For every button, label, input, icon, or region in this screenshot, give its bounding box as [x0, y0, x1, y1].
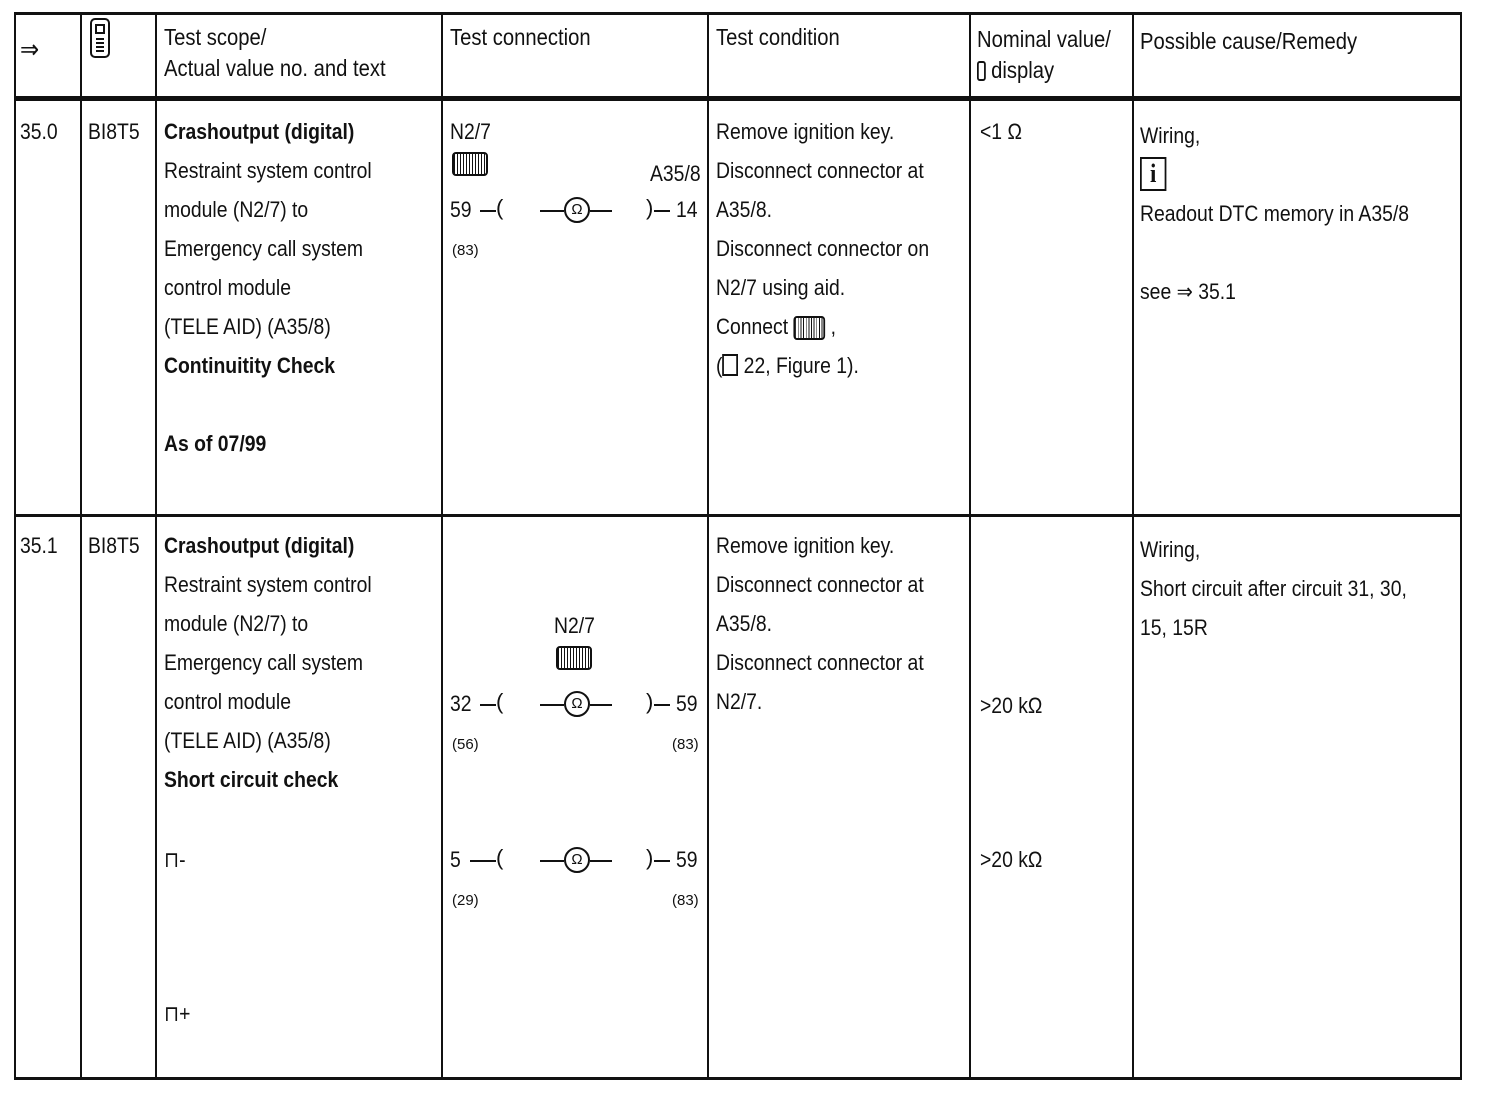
header-nominal-display: display: [991, 57, 1055, 83]
meas1-probe-left: [540, 704, 564, 706]
header-nominal-line1: Nominal value/: [977, 26, 1111, 52]
connection-diagram-35-1: [444, 602, 706, 932]
scope-line: control module: [164, 689, 291, 714]
col-divider-1: [80, 12, 82, 1080]
meas2-pin-right: 59: [676, 847, 698, 872]
condition-line: Disconnect connector at: [716, 650, 924, 675]
multimeter-icon: [90, 18, 110, 63]
header-test-condition: Test condition: [716, 24, 840, 50]
book-ref-icon: [722, 354, 738, 376]
header-test-connection: Test connection: [450, 24, 591, 50]
row-code-35-1: BI8T5: [88, 533, 140, 558]
scope-title: Crashoutput (digital): [164, 533, 355, 558]
scope-ground-plus: ⊓+: [164, 1001, 191, 1026]
connection-diagram-35-0: [444, 112, 706, 282]
condition-connect: Connect ,: [716, 314, 836, 339]
header-arrow: ⇒: [20, 34, 40, 64]
header-nominal-line2: [977, 55, 1111, 86]
meas2-bracket-left: (: [496, 845, 504, 870]
cause-line: Wiring,: [1140, 123, 1201, 148]
scope-line: module (N2/7) to: [164, 611, 309, 636]
row-cause-35-1: [1140, 530, 1407, 647]
scope-check: Short circuit check: [164, 767, 339, 792]
meas1-sub-left: (56): [452, 736, 479, 753]
condition-line: Disconnect connector at: [716, 158, 924, 183]
rule-row-divider: [14, 514, 1462, 517]
meas1-lead-left: [480, 704, 496, 706]
conn-label-n2-7: N2/7: [450, 119, 491, 144]
connector-icon: [452, 152, 488, 176]
meas2-pin-left: 5: [450, 847, 461, 872]
scope-line: Restraint system control: [164, 572, 372, 597]
test-table: [14, 12, 1462, 1080]
scope-note: As of 07/99: [164, 431, 267, 456]
cause-line: 15, 15R: [1140, 615, 1208, 640]
row-step-35-0: 35.0: [20, 119, 58, 144]
conn-label-a35-8: A35/8: [650, 161, 701, 186]
condition-line: Remove ignition key.: [716, 119, 895, 144]
row-scope-35-1: [164, 526, 372, 799]
meas2-bracket-right: ): [646, 845, 654, 870]
ohmmeter-icon: Ω: [564, 691, 590, 717]
header-scope-line1: Test scope/: [164, 24, 267, 50]
pin-left: 59: [450, 197, 472, 222]
header-nominal: [977, 24, 1111, 86]
condition-line: A35/8.: [716, 197, 772, 222]
col-divider-5: [969, 12, 971, 1080]
meas1-lead-right: [654, 704, 670, 706]
row-condition-35-0: [716, 112, 929, 385]
condition-line: N2/7.: [716, 689, 763, 714]
ohmmeter-icon: Ω: [564, 197, 590, 223]
connector-icon: [794, 316, 826, 340]
col-divider-0: [14, 12, 16, 1080]
row-scope-35-0: [164, 112, 372, 463]
row-nominal2-35-1: >20 kΩ: [980, 847, 1043, 872]
display-meter-icon: [977, 61, 986, 81]
condition-line: Disconnect connector on: [716, 236, 930, 261]
col-divider-4: [707, 12, 709, 1080]
scope-ground-minus: ⊓-: [164, 847, 186, 872]
lead-left: [480, 210, 496, 212]
header-scope-line2: Actual value no. and text: [164, 55, 386, 81]
ohmmeter-icon: Ω: [564, 847, 590, 873]
condition-ref: ( 22, Figure 1).: [716, 353, 859, 378]
probe-right: [590, 210, 612, 212]
scope-line: module (N2/7) to: [164, 197, 309, 222]
pin-left-sub: (83): [452, 242, 479, 259]
scope-line: Restraint system control: [164, 158, 372, 183]
col-divider-6: [1132, 12, 1134, 1080]
row-nominal-35-0: <1 Ω: [980, 119, 1022, 144]
scope-line: control module: [164, 275, 291, 300]
info-icon: i: [1140, 155, 1409, 194]
scope-line: (TELE AID) (A35/8): [164, 728, 331, 753]
scope-line: (TELE AID) (A35/8): [164, 314, 331, 339]
scope-check: Continuitity Check: [164, 353, 336, 378]
bracket-right: ): [646, 195, 654, 220]
rule-header-bottom: [14, 96, 1462, 101]
meas2-probe-right: [590, 860, 612, 862]
bracket-left: (: [496, 195, 504, 220]
meas1-bracket-left: (: [496, 689, 504, 714]
cause-line: Short circuit after circuit 31, 30,: [1140, 576, 1407, 601]
condition-line: A35/8.: [716, 611, 772, 636]
row-cause-35-0: [1140, 116, 1409, 311]
pin-right: 14: [676, 197, 698, 222]
row-condition-35-1: [716, 526, 924, 721]
meas1-pin-left: 32: [450, 691, 472, 716]
col-divider-3: [441, 12, 443, 1080]
lead-right: [654, 210, 670, 212]
condition-line: N2/7 using aid.: [716, 275, 846, 300]
row-step-35-1: 35.1: [20, 533, 58, 558]
meas2-lead-right: [654, 860, 670, 862]
row-nominal1-35-1: >20 kΩ: [980, 693, 1043, 718]
scope-title: Crashoutput (digital): [164, 119, 355, 144]
rule-bottom: [14, 1077, 1462, 1080]
conn-label-n2-7: N2/7: [554, 613, 595, 638]
scope-line: Emergency call system: [164, 236, 364, 261]
condition-line: Disconnect connector at: [716, 572, 924, 597]
meas1-sub-right: (83): [672, 736, 699, 753]
condition-line: Remove ignition key.: [716, 533, 895, 558]
meas2-sub-right: (83): [672, 892, 699, 909]
meas2-sub-left: (29): [452, 892, 479, 909]
header-possible-cause: Possible cause/Remedy: [1140, 28, 1358, 54]
col-divider-2: [155, 12, 157, 1080]
meas2-lead-left: [470, 860, 496, 862]
meas2-probe-left: [540, 860, 564, 862]
meas1-bracket-right: ): [646, 689, 654, 714]
meas1-probe-right: [590, 704, 612, 706]
meas1-pin-right: 59: [676, 691, 698, 716]
cause-line: Readout DTC memory in A35/8: [1140, 201, 1410, 226]
scope-line: Emergency call system: [164, 650, 364, 675]
cause-line: Wiring,: [1140, 537, 1201, 562]
rule-top: [14, 12, 1462, 15]
header-test-scope: [164, 22, 386, 84]
connector-icon: [556, 646, 592, 670]
cause-line: see ⇒ 35.1: [1140, 279, 1236, 304]
col-divider-7: [1460, 12, 1462, 1080]
row-code-35-0: BI8T5: [88, 119, 140, 144]
probe-left: [540, 210, 564, 212]
